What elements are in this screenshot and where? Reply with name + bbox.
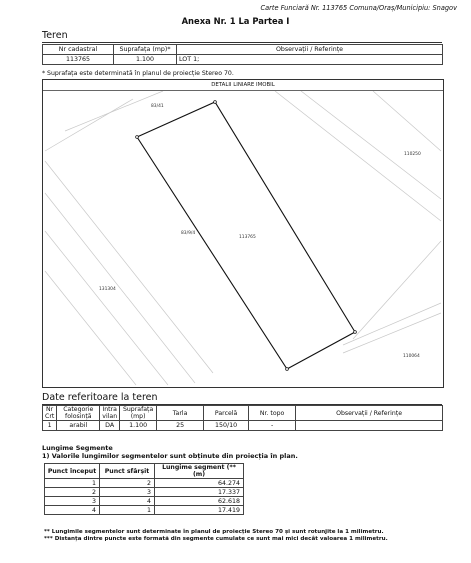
date-teren-table [42, 405, 443, 431]
column-header: Intra vilan [100, 406, 120, 421]
table-cell: 64.274 [155, 479, 244, 488]
table-cell: 1 [100, 506, 155, 515]
column-header: Categorie folosință [57, 406, 100, 421]
plan-label: 110064 [403, 354, 420, 359]
plan-label: 83/41 [151, 104, 164, 109]
table-row [45, 497, 244, 506]
table-cell: 2 [100, 479, 155, 488]
table-cell: 1.100 [120, 421, 157, 431]
section-divider [42, 42, 442, 43]
footnote-distance: *** Distanța dintre puncte este formată din segmente cumulate ce sunt mai mici decât valoarea 1 milimetru. [44, 536, 388, 542]
table-row [43, 55, 443, 65]
table-row [43, 421, 443, 431]
section-title-teren: Teren [42, 30, 68, 41]
table-cell: 3 [45, 497, 100, 506]
table-cell: 25 [157, 421, 204, 431]
column-header: Lungime segment (** (m) [155, 464, 244, 479]
table-row [45, 488, 244, 497]
table-cell: 4 [100, 497, 155, 506]
cadastral-number-cell: 113765 [43, 55, 114, 65]
table-cell: DA [100, 421, 120, 431]
table-cell: arabil [57, 421, 100, 431]
column-header: Parcelă [204, 406, 249, 421]
table-header-row [43, 406, 443, 421]
column-header: Tarla [157, 406, 204, 421]
plan-label: 113765 [239, 235, 256, 240]
table-header-row [45, 464, 244, 479]
table-cell: 62.618 [155, 497, 244, 506]
column-header: Observații / Referințe [296, 406, 443, 421]
table-cell [296, 421, 443, 431]
table-row [45, 506, 244, 515]
header-reference: Carte Funciară Nr. 113765 Comuna/Oraș/Municipiu: Snagov [260, 4, 457, 12]
table-cell: 2 [45, 488, 100, 497]
table-cell: 17.337 [155, 488, 244, 497]
column-header: Suprafața (mp)* [114, 45, 177, 55]
plan-label: 83/9/4 [181, 231, 196, 236]
plan-drawing [43, 91, 443, 387]
column-header: Punct sfârșit [100, 464, 155, 479]
plan-label: 131304 [99, 287, 116, 292]
table-cell: 150/10 [204, 421, 249, 431]
table-cell: 17.419 [155, 506, 244, 515]
area-cell: 1.100 [114, 55, 177, 65]
table-header-row [43, 45, 443, 55]
teren-table [42, 44, 443, 65]
segments-subtitle: 1) Valorile lungimilor segmentelor sunt obținute din proiecția în plan. [42, 452, 298, 460]
column-header: Nr cadastral [43, 45, 114, 55]
parcel-vertex [136, 136, 139, 139]
table-cell: - [249, 421, 296, 431]
parcel-vertex [214, 101, 217, 104]
table-cell: 3 [100, 488, 155, 497]
section-title-date-teren: Date referitoare la teren [42, 392, 158, 403]
plan-label: 110250 [404, 152, 421, 157]
table-cell: 1 [45, 479, 100, 488]
column-header: Observații / Referințe [177, 45, 443, 55]
column-header: Nr Crt [43, 406, 57, 421]
table-row [45, 479, 244, 488]
plan-title: DETALII LINIARE IMOBIL [211, 82, 275, 88]
parcel-vertex [354, 331, 357, 334]
column-header: Suprafața (mp) [120, 406, 157, 421]
segments-title: Lungime Segmente [42, 444, 113, 452]
table-cell: 1 [43, 421, 57, 431]
column-header: Punct început [45, 464, 100, 479]
table-cell: 4 [45, 506, 100, 515]
plan-frame [42, 79, 444, 388]
segments-table [44, 463, 244, 515]
parcel-vertex [286, 368, 289, 371]
observations-cell: LOT 1; [177, 55, 443, 65]
column-header: Nr. topo [249, 406, 296, 421]
annex-title: Anexa Nr. 1 La Partea I [181, 16, 290, 26]
projection-note: * Suprafața este determinată în planul de proiecție Stereo 70. [42, 70, 234, 77]
footnote-segments: ** Lungimile segmentelor sunt determinate în planul de proiecție Stereo 70 și sunt rotunjite la 1 milimetru. [44, 529, 384, 535]
